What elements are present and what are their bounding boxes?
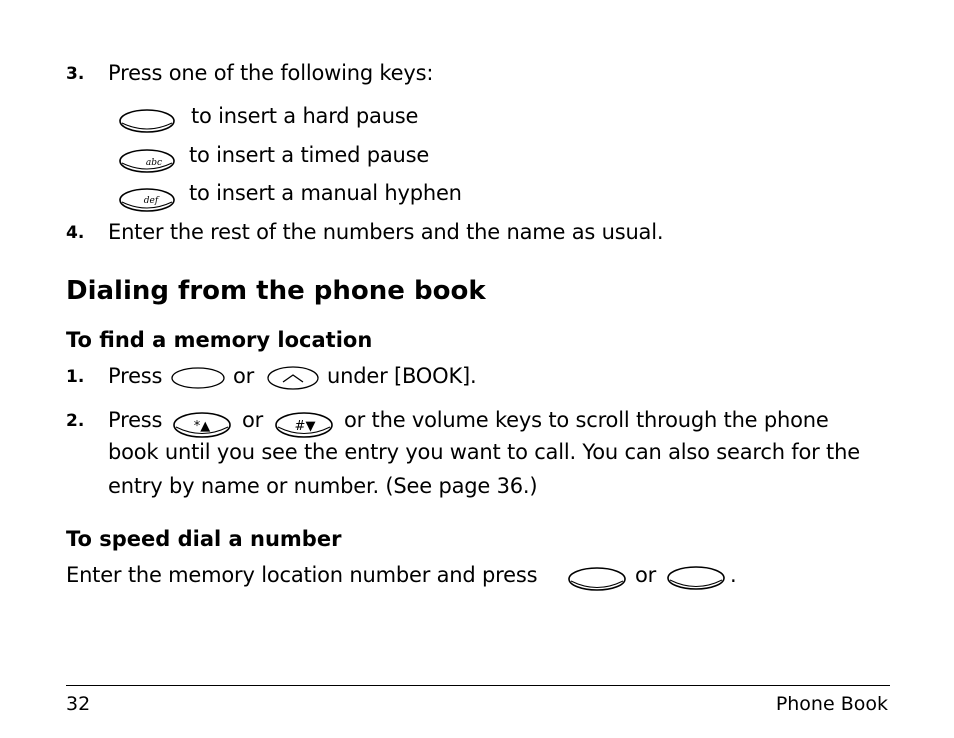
find-step-1-after: under [BOOK]. [327, 364, 477, 388]
hash-key-label: #▼ [294, 419, 316, 434]
find-step-2-line-2: book until you see the entry you want to call. You can also search for the [108, 440, 860, 464]
blank-key-icon [118, 108, 176, 134]
timed-pause-text: to insert a timed pause [189, 143, 430, 167]
step-4-number: 4. [66, 223, 85, 243]
find-heading: To find a memory location [66, 328, 373, 352]
hard-pause-text: to insert a hard pause [191, 104, 419, 128]
star-up-key-icon [172, 410, 232, 442]
step-3-number: 3. [66, 64, 85, 84]
def-key-label: def [143, 196, 159, 206]
find-step-2-or: or [242, 408, 264, 432]
footer-section-name: Phone Book [775, 693, 888, 715]
star-key-label: *▲ [193, 419, 211, 434]
up-nav-key-icon [266, 364, 320, 392]
section-title: Dialing from the phone book [66, 276, 486, 306]
page-number: 32 [66, 693, 91, 715]
manual-hyphen-text: to insert a manual hyphen [189, 181, 462, 205]
find-step-2-line-1: or the volume keys to scroll through the phone [344, 408, 829, 432]
right-softkey-icon [666, 564, 726, 594]
speed-dial-or: or [635, 563, 657, 587]
find-step-1-or: or [233, 364, 255, 388]
find-step-2-press: Press [108, 408, 163, 432]
step-3-text: Press one of the following keys: [108, 61, 434, 85]
find-step-1-number: 1. [66, 367, 85, 387]
hash-down-key-icon [274, 410, 334, 442]
find-step-2-line-3: entry by name or number. (See page 36.) [108, 474, 538, 498]
abc-key-icon [118, 147, 176, 175]
find-step-1-press: Press [108, 364, 163, 388]
send-key-icon [567, 565, 627, 595]
abc-key-label: abc [145, 158, 163, 168]
step-4-text: Enter the rest of the numbers and the name as usual. [108, 220, 664, 244]
speed-dial-text: Enter the memory location number and press [66, 563, 538, 587]
find-step-2-number: 2. [66, 411, 85, 431]
footer-rule [66, 685, 890, 686]
left-softkey-icon [170, 365, 226, 391]
speed-dial-heading: To speed dial a number [66, 527, 342, 551]
def-key-icon [118, 186, 176, 214]
speed-dial-period: . [730, 563, 737, 587]
